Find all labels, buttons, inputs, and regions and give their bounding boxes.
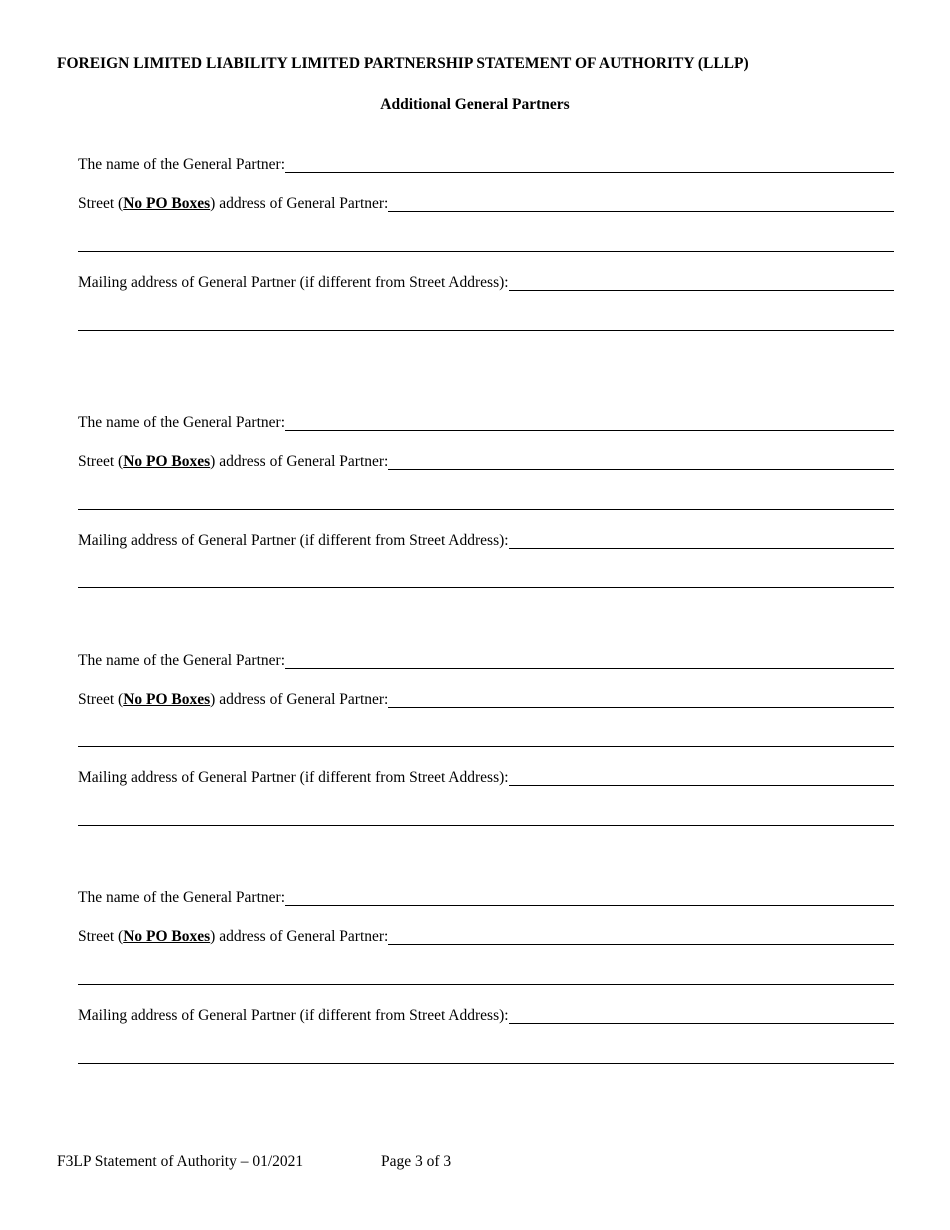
footer-form-id: F3LP Statement of Authority – 01/2021 bbox=[57, 1153, 304, 1170]
partner-4-street-input[interactable] bbox=[388, 929, 894, 945]
partner-4-mailing-line-2[interactable] bbox=[78, 1063, 894, 1064]
partner-2-street-field bbox=[78, 449, 894, 471]
street-label: Street (No PO Boxes) address of General Partner: bbox=[78, 195, 389, 212]
partner-4-mailing-input[interactable] bbox=[509, 1008, 894, 1024]
partner-2-street-line-2[interactable] bbox=[78, 509, 894, 510]
partner-2-mailing-line-2[interactable] bbox=[78, 587, 894, 588]
partner-1-street-field bbox=[78, 191, 894, 213]
name-label: The name of the General Partner: bbox=[78, 156, 286, 173]
name-label: The name of the General Partner: bbox=[78, 652, 286, 669]
name-label: The name of the General Partner: bbox=[78, 414, 286, 431]
partner-1-name-field bbox=[78, 152, 894, 174]
mailing-label: Mailing address of General Partner (if different from Street Address): bbox=[78, 1007, 509, 1024]
partner-4-name-field bbox=[78, 885, 894, 907]
partner-2-name-field bbox=[78, 410, 894, 432]
partner-2-name-input[interactable] bbox=[285, 415, 894, 431]
footer-page-number: Page 3 of 3 bbox=[381, 1153, 452, 1170]
partner-2-mailing-field bbox=[78, 528, 894, 550]
form-title: FOREIGN LIMITED LIABILITY LIMITED PARTNERSHIP STATEMENT OF AUTHORITY (LLLP) bbox=[57, 55, 749, 72]
partner-3-street-input[interactable] bbox=[388, 692, 894, 708]
partner-3-name-input[interactable] bbox=[285, 653, 894, 669]
partner-1-street-line-2[interactable] bbox=[78, 251, 894, 252]
partner-1-street-input[interactable] bbox=[388, 196, 894, 212]
partner-3-mailing-field bbox=[78, 765, 894, 787]
partner-3-street-line-2[interactable] bbox=[78, 746, 894, 747]
partner-4-mailing-field bbox=[78, 1003, 894, 1025]
partner-3-street-field bbox=[78, 687, 894, 709]
name-label: The name of the General Partner: bbox=[78, 889, 286, 906]
section-subtitle: Additional General Partners bbox=[380, 96, 570, 113]
partner-4-street-line-2[interactable] bbox=[78, 984, 894, 985]
partner-2-street-input[interactable] bbox=[388, 454, 894, 470]
partner-3-mailing-input[interactable] bbox=[509, 770, 894, 786]
partner-4-street-field bbox=[78, 924, 894, 946]
partner-2-mailing-input[interactable] bbox=[509, 533, 894, 549]
partner-1-name-input[interactable] bbox=[285, 157, 894, 173]
partner-1-mailing-line-2[interactable] bbox=[78, 330, 894, 331]
partner-4-name-input[interactable] bbox=[285, 890, 894, 906]
mailing-label: Mailing address of General Partner (if different from Street Address): bbox=[78, 532, 509, 549]
mailing-label: Mailing address of General Partner (if different from Street Address): bbox=[78, 274, 509, 291]
street-label: Street (No PO Boxes) address of General Partner: bbox=[78, 928, 389, 945]
partner-1-mailing-field bbox=[78, 270, 894, 292]
partner-3-name-field bbox=[78, 648, 894, 670]
street-label: Street (No PO Boxes) address of General Partner: bbox=[78, 453, 389, 470]
partner-1-mailing-input[interactable] bbox=[509, 275, 894, 291]
partner-3-mailing-line-2[interactable] bbox=[78, 825, 894, 826]
mailing-label: Mailing address of General Partner (if different from Street Address): bbox=[78, 769, 509, 786]
street-label: Street (No PO Boxes) address of General Partner: bbox=[78, 691, 389, 708]
